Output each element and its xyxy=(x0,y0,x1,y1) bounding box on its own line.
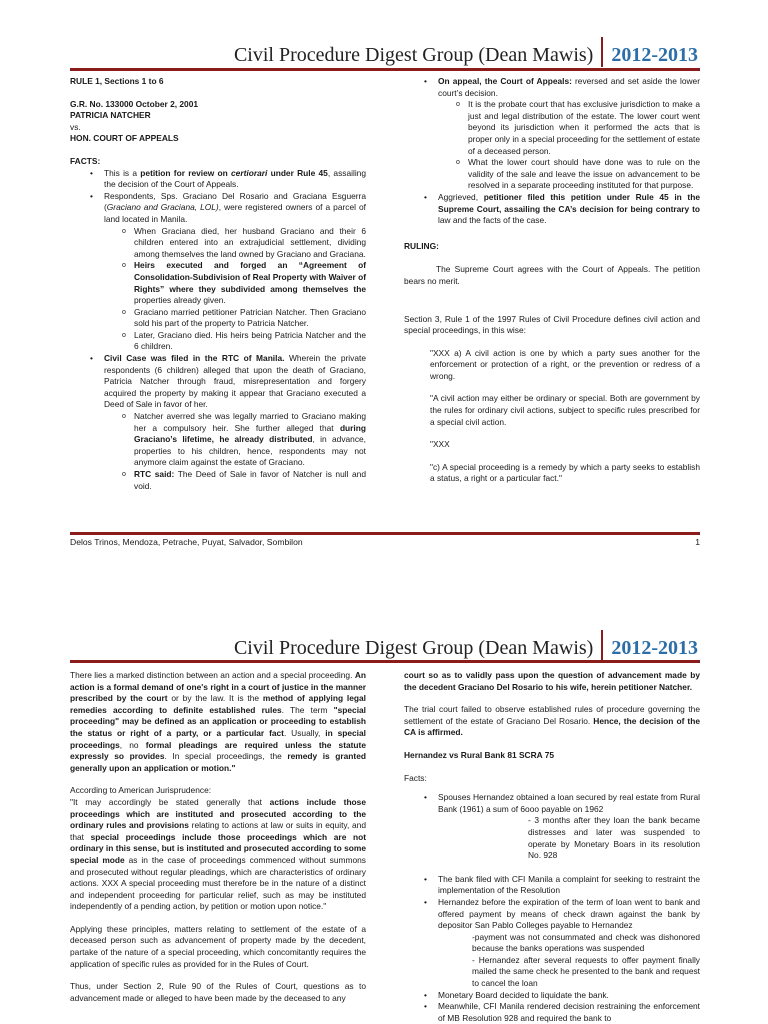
footer-rule xyxy=(70,532,700,535)
list-item: o It is the probate court that has exclusive jurisdiction to make a just and legal distribution of the estate. The lower court went beyond its jurisdiction when it performed the acts that is proper only in a special proceeding for the settlement of estate of a deceased person. xyxy=(468,99,700,157)
list-item: o Natcher averred she was legally married to Graciano making her a compulsory heir. She further alleged that during Graciano’s lifetime, he already distributed, in advance, properties to his children, hence, respondents may not anymore claim against the estate of Graciano. xyxy=(134,411,366,469)
list-item: • Hernandez before the expiration of the term of loan went to bank and offered payment by means of check drawn against the bank by depositor San Pablo Colleges payable to Hernandez -payment was not consummated and check was dishonored because the banks operations was suspended - Hernandez after several requests to offer payment finally mailed the same check he presented to the bank and request to cancel the loan xyxy=(438,897,700,990)
header-rule xyxy=(70,68,700,71)
p1-left-column xyxy=(70,76,366,492)
case-gr: G.R. No. 133000 October 2, 2001 xyxy=(70,98,199,109)
list-item: • Respondents, Sps. Graciano Del Rosario and Graciana Esguerra (Graciano and Graciana, LOL), were registered owners of a parcel of land located in Manila. o When Graciana died, her husband Graciano and their 6 children entered into an extrajudicial settlement, dividing among themselves the land owned by Graciano and Graciana. o Heirs executed and forged an “Agreement of Consolidation-Subdivision of Real Property with Waiver of Rights” where they subdivided among themselves the properties already given. o Graciano married petitioner Patrician Natcher. Then Graciano sold his part of the property to Patricia Natcher. o Later, Graciano died. His heirs being Patricia Natcher and the 6 children. xyxy=(104,191,366,353)
list-item: • Spouses Hernandez obtained a loan secured by real estate from Rural Bank (1961) a sum of 6ooo payable on 1962 - 3 months after they loan the bank became distresses and later was suspended to operate by Monetary Boars in its resolution No. 928 xyxy=(438,792,700,862)
p2-right-column xyxy=(404,670,700,1024)
list-item: o RTC said: The Deed of Sale in favor of Natcher is null and void. xyxy=(134,469,366,492)
list-item: • Meanwhile, CFI Manila rendered decision restraining the enforcement of MB Resolution 928 and required the bank to xyxy=(438,1001,700,1024)
list-item: o Graciano married petitioner Patrician Natcher. Then Graciano sold his part of the property to Patricia Natcher. xyxy=(134,307,366,330)
ruling-label: RULING: xyxy=(404,240,439,251)
list-item: • On appeal, the Court of Appeals: reversed and set aside the lower court’s decision. o It is the probate court that has exclusive jurisdiction to make a just and legal distribution of the estate. The lower court went beyond its jurisdiction when it performed the acts that is proper only in a special proceeding for the settlement of estate of a deceased person. o What the lower court should have done was to rule on the validity of the sale and leave the issue on advancement to be resolved in a separate proceeding instituted for that purpose. xyxy=(438,76,700,192)
list-item: o When Graciana died, her husband Graciano and their 6 children entered into an extrajudicial settlement, dividing among themselves the land owned by Graciano and Graciana. xyxy=(134,226,366,261)
header-separator xyxy=(601,37,603,67)
body-paragraph: Applying these principles, matters relating to settlement of the estate of a deceased person such as advancement of property made by the decedent, partake of the nature of a special proceeding, which concomitantly requires the application of specific rules as provided for in the Rules of Court. xyxy=(70,923,366,969)
list-item: o Heirs executed and forged an “Agreement of Consolidation-Subdivision of Real Property with Waiver of Rights” where they subdivided among themselves the properties already given. xyxy=(134,260,366,306)
body-paragraph: The trial court failed to observe established rules of procedure governing the settlement of the estate of Graciano Del Rosario. Hence, the decision of the CA is affirmed. xyxy=(404,704,700,738)
body-paragraph: According to American Jurisprudence: xyxy=(70,785,212,796)
footer-authors: Delos Trinos, Mendoza, Petrache, Puyat, Salvador, Sombilon xyxy=(70,537,303,547)
page-header xyxy=(234,630,698,660)
header-title: Civil Procedure Digest Group (Dean Mawis) xyxy=(233,44,594,66)
ruling-paragraph: The Supreme Court agrees with the Court of Appeals. The petition bears no merit. xyxy=(404,264,700,286)
page-2 xyxy=(0,560,768,1024)
quote-paragraph: "A civil action may either be ordinary or special. Both are government by the rules for ordinary civil actions, subject to specific rules prescribed for a special civil action. xyxy=(430,393,700,427)
list-detail: - 3 months after they loan the bank became distresses and later was suspended to operate by Monetary Boars in its resolution No. 928 xyxy=(528,815,700,861)
list-item: o What the lower court should have done was to rule on the validity of the sale and leave the issue on advancement to be resolved in a separate proceeding instituted for that purpose. xyxy=(468,157,700,192)
quote-paragraph: "XXX a) A civil action is one by which a party sues another for the enforcement or protection of a right, or the prevention or redress of a wrong. xyxy=(430,347,700,381)
body-paragraph: court so as to validly pass upon the question of advancement made by the decedent Graciano Del Rosario to his wife, herein petitioner Natcher. xyxy=(404,670,700,692)
page-gap xyxy=(0,552,768,610)
p1-right-column xyxy=(404,76,700,485)
body-paragraph: "It may accordingly be stated generally that actions include those proceedings which are instituted and prosecuted according to the ordinary rules and provisions relating to actions at law or suits in equity, and that special proceedings include those proceedings which are not ordinary in this sense, but is instituted and prosecuted according to some special mode as in the case of proceedings commenced without summons and prosecuted without regular pleadings, which are characteristics of ordinary actions. XXX A special proceeding must therefore be in the nature of a distinct and independent proceeding for particular relief, such as may be instituted independently of a pending action, by petition or motion upon notice." xyxy=(70,796,367,912)
page-footer xyxy=(70,537,700,547)
header-year: 2012-2013 xyxy=(611,637,698,659)
case-petitioner: PATRICIA NATCHER xyxy=(70,110,151,121)
page-number: 1 xyxy=(695,537,700,547)
list-item: • The bank filed with CFI Manila a complaint for seeking to restraint the implementation of the Resolution xyxy=(438,874,700,897)
quote-paragraph: "XXX xyxy=(430,439,450,450)
p2-left-column xyxy=(70,670,366,1004)
case-title: Hernandez vs Rural Bank 81 SCRA 75 xyxy=(404,749,555,760)
quote-paragraph: "c) A special proceeding is a remedy by which a party seeks to establish a status, a right or a particular fact." xyxy=(430,461,700,484)
header-title: Civil Procedure Digest Group (Dean Mawis) xyxy=(233,637,594,659)
list-item: • Aggrieved, petitioner filed this petition under Rule 45 in the Supreme Court, assailing the CA’s decision for being contrary to law and the facts of the case. xyxy=(438,192,700,227)
body-paragraph: There lies a marked distinction between an action and a special proceeding. An action is a formal demand of one's right in a court of justice in the manner prescribed by the court or by the law. It is the method of applying legal remedies according to definite established rules. The term "special proceeding" may be defined as an application or proceeding to establish the status or right of a party, or a particular fact. Usually, in special proceedings, no formal pleadings are required unless the statute expressly so provides. In special proceedings, the remedy is granted generally upon an application or motion." xyxy=(70,670,367,773)
case-vs: vs. xyxy=(70,121,81,132)
list-item: • Civil Case was filed in the RTC of Manila. Wherein the private respondents (6 children) alleged that upon the death of Graciano, Patricia Natcher through fraud, misrepresentation and forgery acquired the property by making it appear that Graciano executed a Deed of Sale in favor of her. o Natcher averred she was legally married to Graciano making her a compulsory heir. She further alleged that during Graciano’s lifetime, he already distributed, in advance, properties to his children, hence, respondents may not anymore claim against the estate of Graciano. o RTC said: The Deed of Sale in favor of Natcher is null and void. xyxy=(104,353,366,492)
list-item: • This is a petition for review on certiorari under Rule 45, assailing the decision of the Court of Appeals. xyxy=(104,168,366,191)
page-header xyxy=(234,37,698,67)
list-detail: - Hernandez after several requests to offer payment finally mailed the same check he presented to the bank and request to cancel the loan xyxy=(472,954,700,989)
ruling-paragraph: Section 3, Rule 1 of the 1997 Rules of Civil Procedure defines civil action and special proceedings, in this wise: xyxy=(404,313,700,336)
list-item: • Monetary Board decided to liquidate the bank. xyxy=(438,990,700,1002)
case-respondent: HON. COURT OF APPEALS xyxy=(70,133,179,144)
list-detail: -payment was not consummated and check was dishonored because the banks operations was suspended xyxy=(472,931,700,954)
facts-label: FACTS: xyxy=(70,155,101,166)
rule-heading: RULE 1, Sections 1 to 6 xyxy=(70,76,164,86)
body-paragraph: Thus, under Section 2, Rule 90 of the Rules of Court, questions as to advancement made or alleged to have been made by the deceased to any xyxy=(70,981,366,1003)
header-rule xyxy=(70,660,700,663)
facts-label: Facts: xyxy=(404,772,427,783)
header-separator xyxy=(601,630,603,660)
list-item: o Later, Graciano died. His heirs being Patricia Natcher and the 6 children. xyxy=(134,330,366,353)
header-year: 2012-2013 xyxy=(611,44,698,66)
